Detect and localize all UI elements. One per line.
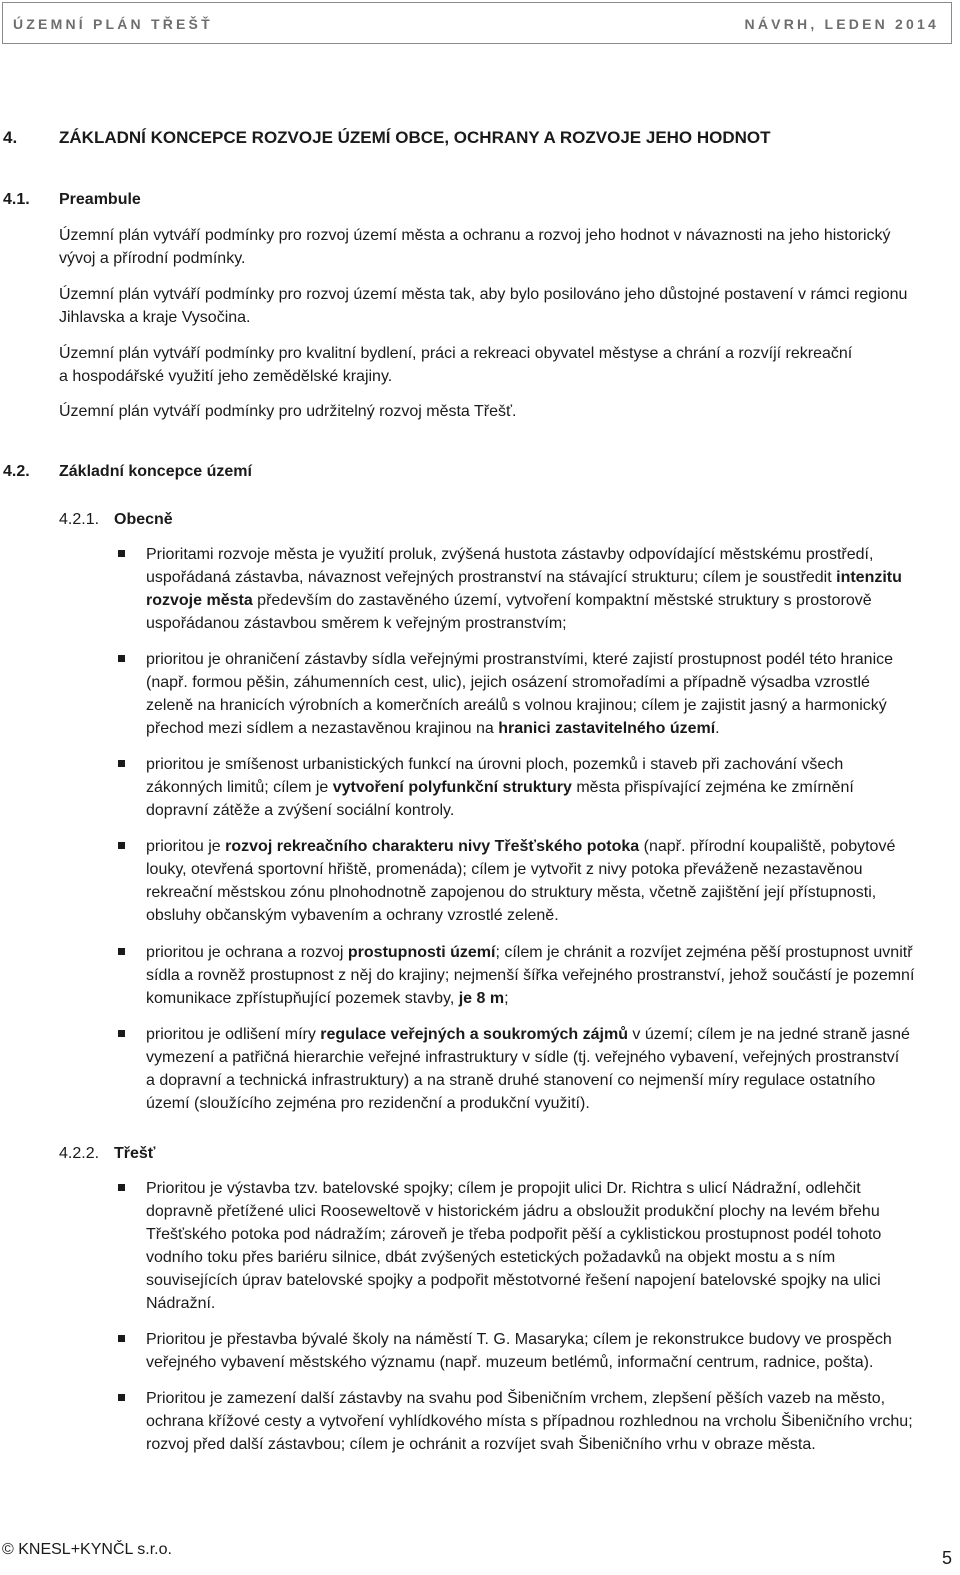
bullet-line: Prioritami rozvoje města je využití proluk, zvýšená hustota zástavby odpovídající městskému prostředí, [146,546,874,563]
subsection-number: 4.1. [3,191,30,208]
bullet-marker [118,760,125,767]
bullet-line: Prioritou je výstavba tzv. batelovské spojky; cílem je propojit ulici Dr. Richtra s ulicí Nádražní, odlehčit [146,1180,861,1197]
bullet-line: rekreační městskou zónu plnohodnotně zapojenou do struktury města, včetně zajištění její přístupnosti, [146,884,877,901]
bullet-marker [118,1335,125,1342]
bullet-line: uspořádanou zástavbou směrem k veřejným prostranstvím; [146,615,567,632]
page-header [2,2,952,44]
bullet-line: zákonných limitů; cílem je vytvoření polyfunkční struktury města přispívající zejména ke zmírnění [146,779,854,796]
bullet-line: ochrana křížové cesty a vytvoření vyhlídkového místa s případnou rozhlednou na vrcholu Šibeničního vrchu; [146,1413,913,1430]
bullet-marker [118,948,125,955]
subsubsection-title: Třešť [114,1145,156,1162]
paragraph-line: Územní plán vytváří podmínky pro rozvoj území města tak, aby bylo posilováno jeho důstojné postavení v rámci regionu [59,286,908,303]
subsection-number: 4.2. [3,463,30,480]
bullet-line: (např. formou pěšin, záhumenních cest, ulic), jejich osázení stromořadími a případně výsadba vzrostlé [146,674,870,691]
paragraph-line: Územní plán vytváří podmínky pro rozvoj území města a ochranu a rozvoj jeho hodnot v návaznosti na jeho historický [59,227,891,244]
footer-copyright: © KNESL+KYNČL s.r.o. [2,1541,172,1558]
bullet-line: prioritou je smíšenost urbanistických funkcí na úrovni ploch, pozemků i staveb při zachování všech [146,756,844,773]
subsection-title: Preambule [59,191,141,208]
header-document-title: ÚZEMNÍ PLÁN TŘEŠŤ [13,16,213,32]
bullet-line: komunikace zpřístupňující pozemek stavby, je 8 m; [146,990,509,1007]
bullet-line: Prioritou je přestavba bývalé školy na náměstí T. G. Masaryka; cílem je rekonstrukce budovy ve prospěch [146,1331,892,1348]
bullet-line: vymezení a patřičná hierarchie veřejné infrastruktury v sídle (tj. veřejného vybavení, veřejných prostranství [146,1049,900,1066]
bullet-marker [118,1030,125,1037]
bullet-line: obsluhy občanským vybavením a ochrany vzrostlé zeleně. [146,907,559,924]
bullet-marker [118,550,125,557]
bullet-line: Třešťského potoka pod nádražím; zároveň je třeba podpořit pěší a cyklistickou prostupnost podél tohoto [146,1226,882,1243]
subsubsection-title: Obecně [114,511,173,528]
subsubsection-number: 4.2.2. [59,1145,100,1162]
paragraph-line: Územní plán vytváří podmínky pro kvalitní bydlení, práci a rekreaci obyvatel městyse a chrání a rozvíjí rekreační [59,345,853,362]
bullet-line: veřejného vybavení městského významu (např. muzeum betlémů, informační centrum, radnice, pošta). [146,1354,874,1371]
bullet-line: uspořádaná zástavba, návaznost veřejných prostranství na stávající strukturu; cílem je soustředit intenzitu [146,569,902,586]
bullet-line: louky, otevřená sportovní hřiště, promenáda); cílem je vytvořit z nivy potoka převáženě nezastavěnou [146,861,863,878]
page-number: 5 [941,1548,952,1568]
bullet-marker [118,655,125,662]
bullet-line: území (sloužícího zejména pro rezidenční a produkční využití). [146,1095,590,1112]
bullet-line: prioritou je ohraničení zástavby sídla veřejnými prostranstvími, které zajistí prostupnost podél této hranice [146,651,894,668]
bullet-line: dopravní zátěže a zvýšení sociální kontroly. [146,802,455,819]
header-version-date: NÁVRH, LEDEN 2014 [744,16,939,32]
paragraph-line: vývoj a přírodní podmínky. [59,250,246,267]
paragraph-line: Jihlavska a kraje Vysočina. [59,309,251,326]
bullet-line: prioritou je odlišení míry regulace veřejných a soukromých zájmů v území; cílem je na jedné straně jasné [146,1026,910,1043]
section-number: 4. [3,128,18,147]
bullet-marker [118,1184,125,1191]
bullet-line: Prioritou je zamezení další zástavby na svahu pod Šibeničním vrchem, zlepšení pěších vazeb na město, [146,1390,886,1407]
subsubsection-number: 4.2.1. [59,511,100,528]
bullet-line: dopravně přetížené ulici Rooseweltově v historickém jádru a obsloužit produkční plochy na levém břehu [146,1203,880,1220]
bullet-line: rozvoje města především do zastavěného území, vytvoření kompaktní městské struktury s prostorově [146,592,872,609]
bullet-line: vodního toku přes bariéru silnice, dbát zvýšených estetických požadavků na objekt mostu a s ním [146,1249,836,1266]
bullet-line: přechod mezi sídlem a nezastavěnou krajinou na hranici zastavitelného území. [146,720,720,737]
paragraph-line: Územní plán vytváří podmínky pro udržitelný rozvoj města Třešť. [59,403,517,420]
paragraph-line: a hospodářské využití jeho zemědělské krajiny. [59,368,393,385]
bullet-line: a dopravní a technická infrastruktury) a na straně druhé stanovení co nejmenší míry regulace ostatního [146,1072,876,1089]
section-title: ZÁKLADNÍ KONCEPCE ROZVOJE ÚZEMÍ OBCE, OCHRANY A ROZVOJE JEHO HODNOT [59,128,771,147]
bullet-line: souvisejících úprav batelovské spojky a podpořit městotvorné řešení napojení batelovské spojky na ulici [146,1272,881,1289]
subsection-title: Základní koncepce území [59,463,252,480]
bullet-line: prioritou je rozvoj rekreačního charakteru nivy Třešťského potoka (např. přírodní koupaliště, pobytové [146,838,896,855]
bullet-line: zeleně na hranicích výrobních a komerčních areálů s volnou krajinou; cílem je zajistit jasný a harmonický [146,697,887,714]
bullet-line: Nádražní. [146,1295,216,1312]
bullet-line: rozvoj před další zástavbou; cílem je ochránit a rozvíjet svah Šibeničního vrhu v obraze města. [146,1436,816,1453]
bullet-line: prioritou je ochrana a rozvoj prostupnosti území; cílem je chránit a rozvíjet zejména pěší prostupnost uvnitř [146,944,913,961]
bullet-line: sídla a rovněž prostupnost z něj do krajiny; nejmenší šířka veřejného prostranství, jehož součástí je pozemní [146,967,915,984]
bullet-marker [118,842,125,849]
bullet-marker [118,1394,125,1401]
